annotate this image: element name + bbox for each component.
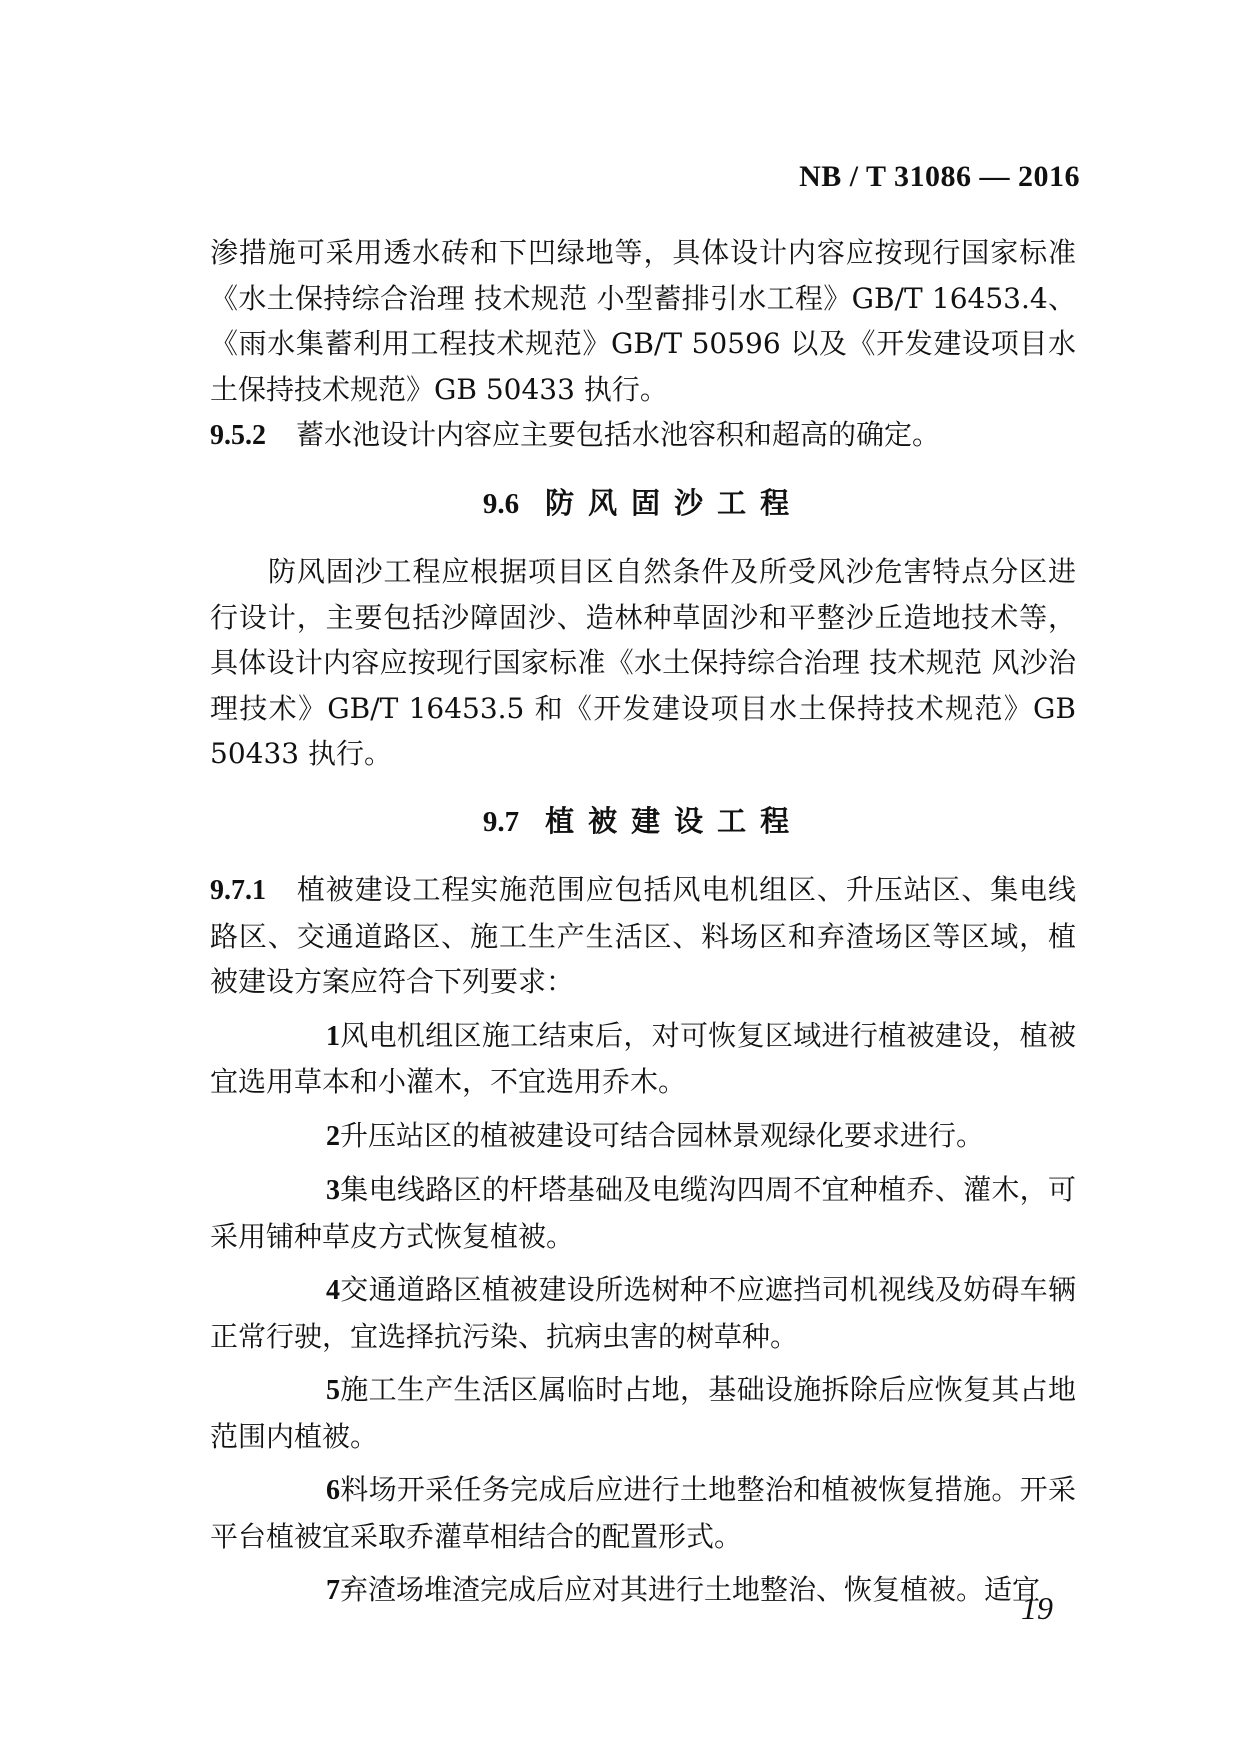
item-text: 弃渣场堆渣完成后应对其进行土地整治、恢复植被。适宜 [340, 1573, 1041, 1606]
item-text: 集电线路区的杆塔基础及电缆沟四周不宜种植乔、灌木，可采用铺种草皮方式恢复植被。 [210, 1173, 1076, 1253]
list-item [210, 1467, 1076, 1559]
section-number: 9.7 [482, 805, 520, 838]
clause-text: 蓄水池设计内容应主要包括水池容积和超高的确定。 [296, 418, 941, 451]
clause-9-7-1 [210, 867, 1076, 1005]
clause-9-5-2 [210, 412, 1076, 459]
section-heading-9-6 [210, 481, 1076, 528]
list-item [210, 1113, 1076, 1160]
page-content [210, 230, 1076, 1614]
list-item [210, 1013, 1076, 1105]
item-number: 2 [326, 1120, 340, 1152]
continuation-paragraph: 渗措施可采用透水砖和下凹绿地等，具体设计内容应按现行国家标准《水土保持综合治理 技术规范 小型蓄排引水工程》GB/T 16453.4、《雨水集蓄利用工程技术规范》GB/T 50596 以及《开发建设项目水土保持技术规范》GB 50433 执行。 [210, 236, 1076, 406]
list-item [210, 1367, 1076, 1459]
item-number: 6 [326, 1475, 340, 1506]
item-text: 交通道路区植被建设所选树种不应遮挡司机视线及妨碍车辆正常行驶，宜选择抗污染、抗病虫害的树草种。 [210, 1273, 1076, 1353]
item-number: 1 [326, 1020, 340, 1052]
item-text: 料场开采任务完成后应进行土地整治和植被恢复措施。开采平台植被宜采取乔灌草相结合的配置形式。 [210, 1473, 1076, 1553]
list-item [210, 1267, 1076, 1359]
item-number: 5 [326, 1375, 340, 1406]
list-item [210, 1567, 1076, 1614]
section-title: 植被建设工程 [545, 803, 804, 838]
section-number: 9.6 [482, 487, 520, 520]
standard-number: NB / T 31086 — 2016 [799, 160, 1080, 193]
page-number: 19 [1021, 1590, 1053, 1626]
item-text: 升压站区的植被建设可结合园林景观绿化要求进行。 [340, 1118, 985, 1152]
list-item [210, 1167, 1076, 1259]
item-number: 3 [326, 1175, 340, 1206]
section-title: 防风固沙工程 [545, 485, 804, 520]
section-9-6-paragraph: 防风固沙工程应根据项目区自然条件及所受风沙危害特点分区进行设计，主要包括沙障固沙、造林种草固沙和平整沙丘造地技术等，具体设计内容应按现行国家标准《水土保持综合治理 技术规范 风沙治理技术》GB/T 16453.5 和《开发建设项目水土保持技术规范》GB 50433 执行。 [210, 555, 1076, 770]
item-number: 4 [326, 1275, 340, 1306]
item-text: 施工生产生活区属临时占地，基础设施拆除后应恢复其占地范围内植被。 [210, 1373, 1076, 1453]
item-number: 7 [326, 1575, 340, 1606]
item-text: 风电机组区施工结束后，对可恢复区域进行植被建设，植被宜选用草本和小灌木，不宜选用乔木。 [210, 1018, 1076, 1098]
clause-number: 9.7.1 [210, 875, 266, 906]
clause-number: 9.5.2 [210, 420, 266, 451]
clause-text: 植被建设工程实施范围应包括风电机组区、升压站区、集电线路区、交通道路区、施工生产生活区、料场区和弃渣场区等区域，植被建设方案应符合下列要求： [210, 873, 1076, 998]
section-heading-9-7 [210, 799, 1076, 846]
